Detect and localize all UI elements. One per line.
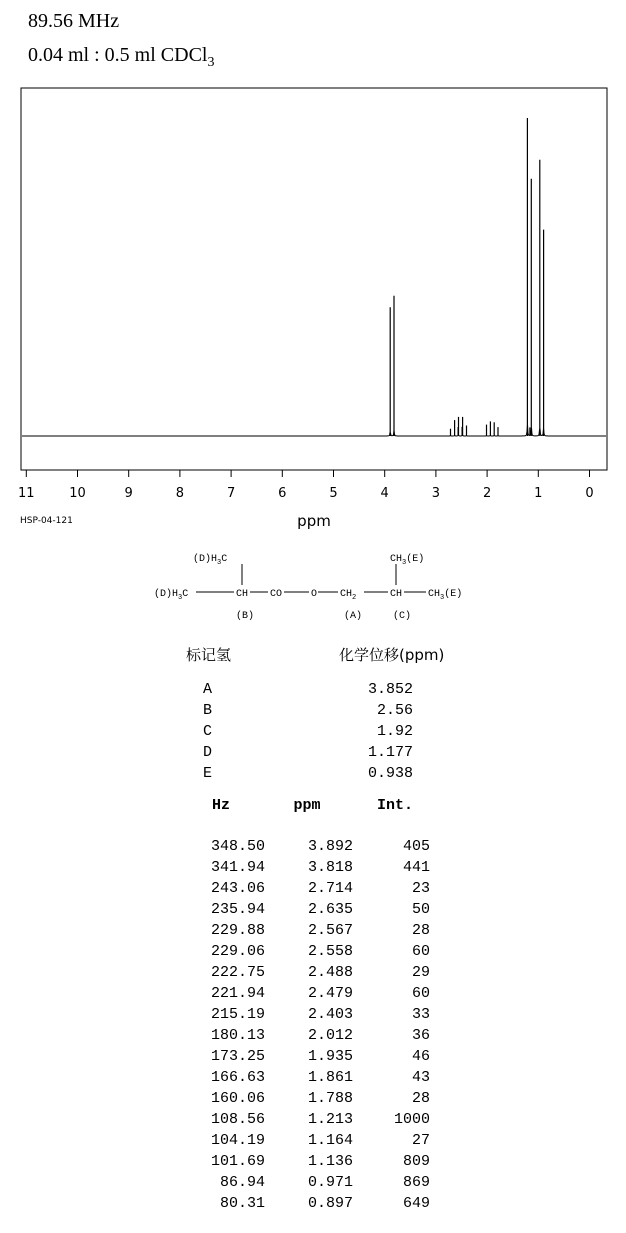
peak-int: 27: [411, 1132, 430, 1149]
peak-int: 441: [402, 859, 430, 876]
x-axis-label: ppm: [297, 512, 331, 530]
peak-hz: 229.06: [210, 943, 265, 960]
peak-hz: 101.69: [210, 1153, 265, 1170]
peak-ppm: 2.479: [307, 985, 353, 1002]
x-axis-tick-labels: [18, 486, 594, 501]
peak-ppm: 0.971: [307, 1174, 353, 1191]
assignment-shift: 1.177: [367, 744, 413, 761]
peak-int: 1000: [393, 1111, 430, 1128]
methine-c: CH: [390, 589, 403, 600]
x-tick-label: 3: [431, 486, 441, 501]
peak-hz: 86.94: [219, 1174, 265, 1191]
label-a: (A): [344, 611, 363, 622]
peak-int: 36: [411, 1027, 430, 1044]
peak-ppm: 1.213: [307, 1111, 353, 1128]
x-tick-label: 1: [534, 486, 543, 501]
peak-int: 43: [411, 1069, 430, 1086]
peak-ppm: 2.558: [307, 943, 353, 960]
peak-int: 46: [411, 1048, 430, 1065]
assignment-label: A: [203, 681, 213, 698]
ester-oxygen: O: [311, 589, 318, 600]
peak-ppm: 2.403: [307, 1006, 353, 1023]
peak-ppm: 1.164: [307, 1132, 353, 1149]
peak-ppm: 2.012: [307, 1027, 353, 1044]
peak-hz: 173.25: [210, 1048, 265, 1065]
x-tick-label: 5: [329, 486, 338, 501]
peak-int: 649: [402, 1195, 430, 1212]
x-tick-label: 2: [482, 486, 492, 501]
peak-int: 60: [411, 943, 430, 960]
peak-int: 50: [411, 901, 430, 918]
assignment-shift: 1.92: [376, 723, 413, 740]
peak-hz: 348.50: [210, 838, 265, 855]
peak-int: 60: [411, 985, 430, 1002]
x-tick-label: 4: [380, 486, 389, 501]
plot-frame: [21, 88, 607, 470]
x-tick-label: 10: [69, 486, 86, 501]
peak-ppm: 2.488: [307, 964, 353, 981]
peak-ppm: 1.861: [307, 1069, 353, 1086]
label-b: (B): [236, 611, 255, 622]
assignment-header-shift: 化学位移(ppm): [339, 646, 445, 664]
x-tick-label: 7: [226, 486, 236, 501]
spectrum-code: HSP-04-121: [20, 516, 73, 526]
peak-ppm: 1.788: [307, 1090, 353, 1107]
peak-int: 28: [411, 1090, 430, 1107]
left-methyl: $(D)H_3C$: [154, 589, 189, 602]
assignment-label: E: [203, 765, 213, 782]
peak-hz: 221.94: [210, 985, 265, 1002]
methine-b: CH: [236, 589, 249, 600]
peak-int: 29: [411, 964, 430, 981]
peak-int: 33: [411, 1006, 430, 1023]
spectrum-trace: [22, 425, 606, 436]
peak-hz: 243.06: [210, 880, 265, 897]
peak-hz: 341.94: [210, 859, 265, 876]
peak-header-int: Int.: [376, 797, 413, 814]
peak-hz: 180.13: [210, 1027, 265, 1044]
x-tick-label: 8: [175, 486, 185, 501]
right-methyl: $CH_3(E)$: [428, 589, 463, 602]
peak-hz: 222.75: [210, 964, 265, 981]
x-tick-label: 11: [18, 486, 35, 501]
peak-hz: 80.31: [219, 1195, 265, 1212]
assignment-shift: 3.852: [367, 681, 413, 698]
peak-int: 28: [411, 922, 430, 939]
bond-lines: [196, 564, 426, 592]
peak-hz: 104.19: [210, 1132, 265, 1149]
peak-lines: [390, 118, 543, 436]
x-tick-label: 6: [278, 486, 287, 501]
peak-hz: 235.94: [210, 901, 265, 918]
solvent-subscript: 3: [207, 55, 215, 70]
assignment-shift: 2.56: [376, 702, 413, 719]
peak-hz: 229.88: [210, 922, 265, 939]
solvent-text: 0.04 ml : 0.5 ml CDCl: [28, 44, 208, 66]
peak-header-hz: Hz: [211, 797, 230, 814]
spectrometer-frequency: 89.56 MHz: [28, 10, 120, 32]
peak-hz: 160.06: [210, 1090, 265, 1107]
assignment-header-label: 标记氢: [186, 646, 232, 664]
peak-hz: 215.19: [210, 1006, 265, 1023]
peak-ppm: 0.897: [307, 1195, 353, 1212]
peak-int: 869: [402, 1174, 430, 1191]
peak-ppm: 3.892: [307, 838, 353, 855]
peak-hz: 108.56: [210, 1111, 265, 1128]
assignment-label: C: [203, 723, 213, 740]
peak-hz: 166.63: [210, 1069, 265, 1086]
sample-solvent: [28, 44, 214, 71]
peak-ppm: 2.635: [307, 901, 353, 918]
nmr-spectrum-chart: [0, 80, 626, 540]
peak-int: 23: [411, 880, 430, 897]
peak-ppm: 1.935: [307, 1048, 353, 1065]
x-tick-label: 9: [124, 486, 133, 501]
peak-int: 405: [402, 838, 430, 855]
top-right-methyl: $CH_3(E)$: [390, 554, 425, 567]
methylene-a: $CH_2$: [340, 589, 357, 602]
peak-int: 809: [402, 1153, 430, 1170]
assignment-shift: 0.938: [367, 765, 413, 782]
peak-ppm: 2.567: [307, 922, 353, 939]
peak-ppm: 2.714: [307, 880, 353, 897]
peak-ppm: 1.136: [307, 1153, 353, 1170]
top-left-methyl: $(D)H_3C$: [193, 554, 228, 567]
peak-header-ppm: ppm: [293, 797, 321, 814]
assignment-label: B: [203, 702, 213, 719]
carbonyl: CO: [270, 589, 283, 600]
assignment-label: D: [203, 744, 213, 761]
label-c: (C): [393, 611, 412, 622]
x-tick-label: 0: [585, 486, 594, 501]
molecule-structure: [150, 548, 490, 623]
x-axis-ticks: [26, 470, 589, 477]
peak-ppm: 3.818: [307, 859, 353, 876]
